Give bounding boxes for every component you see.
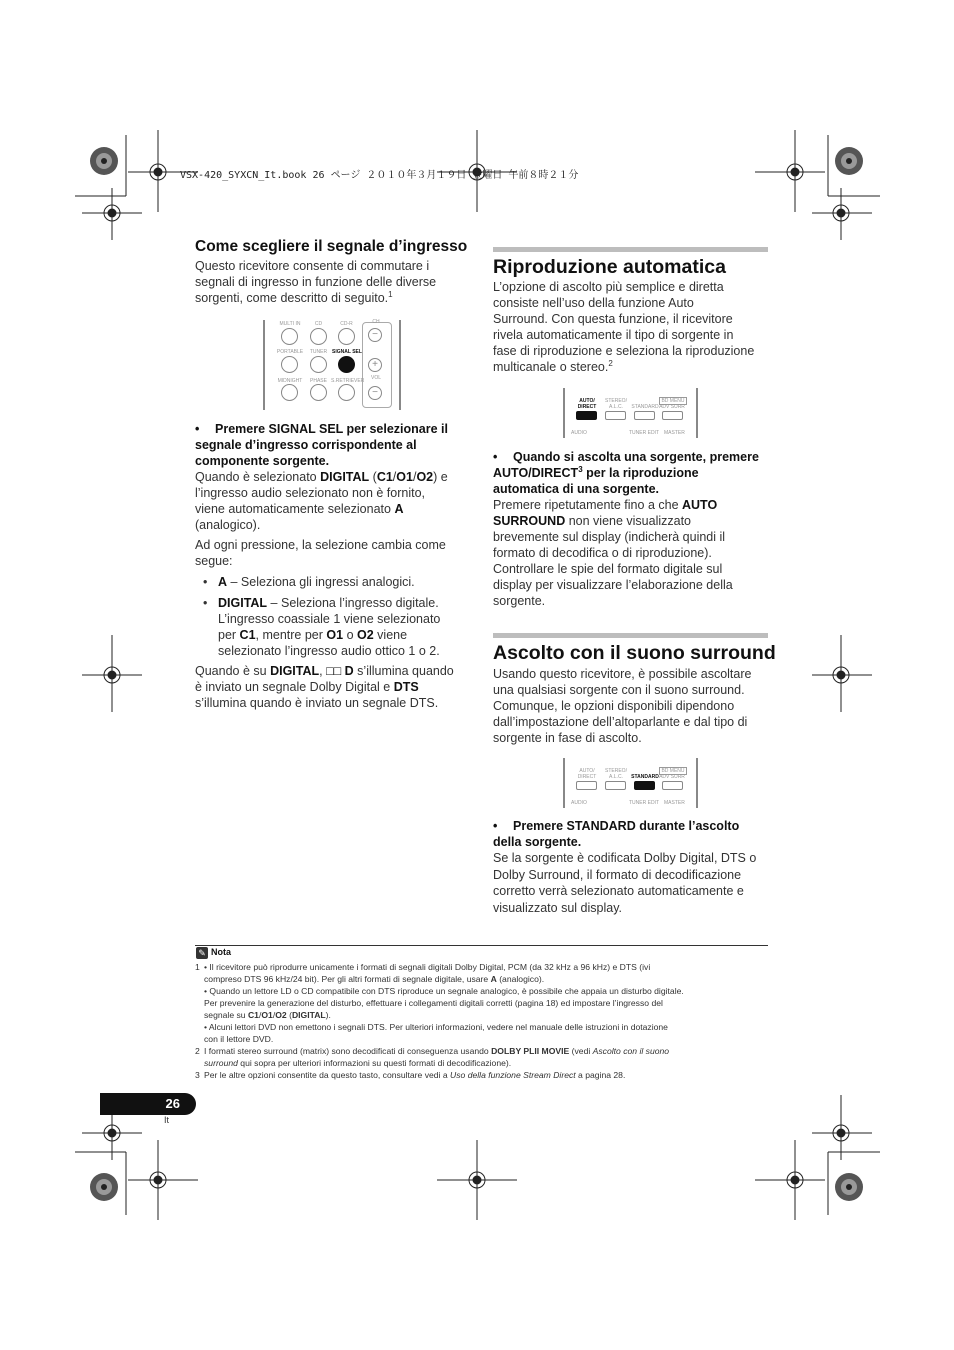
audio-label: AUDIO	[571, 430, 587, 436]
portable-label: PORTABLE	[276, 349, 304, 355]
instruction-signal-sel	[195, 421, 475, 471]
instruction-line: Premere SIGNAL SEL per selezionare il	[215, 422, 448, 436]
stereo-alc-label: STEREO/ A.L.C.	[605, 398, 627, 410]
standard-button[interactable]	[634, 781, 655, 790]
section-rule	[493, 247, 768, 252]
selection-cycle-paragraph: Ad ogni pressione, la selezione cambia come segue:	[195, 538, 446, 568]
cd-label: CD	[314, 321, 323, 327]
phase-button[interactable]	[310, 384, 327, 401]
stereo-alc-label: STEREO/ A.L.C.	[605, 768, 627, 780]
auto-direct-label: AUTO/ DIRECT	[577, 398, 597, 410]
instruction-standard: • Premere STANDARD durante l’ascolto della sorgente.	[493, 819, 740, 849]
bd-menu-label: BD MENU	[659, 767, 687, 775]
phase-label: PHASE	[310, 378, 327, 384]
s-retriever-label: S.RETRIEVER	[331, 378, 365, 384]
portable-button[interactable]	[281, 356, 298, 373]
footnote-ref: 1	[388, 289, 393, 299]
bullet-dot: •	[195, 422, 200, 436]
tuner-label: TUNER	[309, 349, 328, 355]
intro-paragraph	[195, 258, 436, 306]
s-retriever-button[interactable]	[338, 384, 355, 401]
adv-surr-label: ADV SURR	[659, 774, 685, 780]
instruction-line: componente sorgente.	[195, 454, 330, 468]
adv-surr-label: ADV SURR	[659, 404, 685, 410]
instruction-auto-direct: • Quando si ascolta una sorgente, premere AUTO/DIRECT$^3$ per la riproduzione automatica di una sorgente.	[493, 450, 759, 496]
cd-button[interactable]	[310, 328, 327, 345]
tuner-edit-label: TUNER EDIT	[629, 430, 659, 436]
vol-plus-button[interactable]: +	[368, 358, 382, 372]
audio-label: AUDIO	[571, 800, 587, 806]
bd-menu-label: BD MENU	[659, 397, 687, 405]
option-a: • A – Seleziona gli ingressi analogici.	[203, 575, 415, 589]
section-rule	[493, 633, 768, 638]
vol-minus-button[interactable]: −	[368, 386, 382, 400]
adv-surr-button[interactable]	[662, 411, 683, 420]
indicator-paragraph: Quando è su DIGITAL, □□ D s’illumina quando è inviato un segnale Dolby Digital e DTS s’illumina quando è inviato un segnale DTS.	[195, 664, 454, 710]
signal-sel-button[interactable]	[338, 356, 355, 373]
auto-direct-label: AUTO/ DIRECT	[577, 768, 597, 780]
remote-illustration	[263, 318, 403, 410]
digital-paragraph: Quando è selezionato DIGITAL (C1/O1/O2) e l’ingresso audio selezionato non è fornito, viene automaticamente selezionato A (analogico).	[195, 470, 448, 532]
vol-label: VOL	[370, 375, 381, 381]
page-number: 26	[165, 1096, 180, 1111]
multi-in-button[interactable]	[281, 328, 298, 345]
adv-surr-button[interactable]	[662, 781, 683, 790]
language-code: It	[164, 1115, 170, 1125]
front-panel-auto	[563, 388, 699, 438]
standard-button[interactable]	[634, 411, 655, 420]
bullet-dot: •	[203, 596, 208, 610]
footnote-ref: 2	[608, 358, 613, 368]
note-icon: ✎	[196, 947, 208, 959]
notes-divider	[195, 945, 768, 946]
standard-label: STANDARD	[631, 404, 659, 410]
surround-paragraph: Usando questo ricevitore, è possibile ascoltare una qualsiasi sorgente con il suono surround. Comunque, le opzioni disponibili dipendono dall’impostazione dell’altoparlante e dal tipo di sorgente in fase di ascolto.	[493, 667, 752, 745]
footnote-number: 1	[195, 962, 200, 972]
notes-heading: Nota	[211, 947, 231, 957]
midnight-label: MIDNIGHT	[277, 378, 303, 384]
master-label: MASTER	[664, 430, 685, 436]
footnote-ref: 3	[578, 464, 583, 474]
intro-line: Questo ricevitore consente di commutare i	[195, 259, 430, 273]
decoding-paragraph: Se la sorgente è codificata Dolby Digital, DTS o Dolby Surround, il formato di decodificazione corretto verrà selezionato automaticamente e visualizzato sul display.	[493, 851, 757, 915]
bullet-dot: •	[493, 819, 498, 833]
section-title-signal: Come scegliere il segnale d’ingresso	[195, 238, 468, 255]
footnote-number: 2	[195, 1046, 200, 1056]
section-title-auto: Riproduzione automatica	[493, 256, 726, 278]
ch-minus-button[interactable]: −	[368, 328, 382, 342]
cd-r-button[interactable]	[338, 328, 355, 345]
master-label: MASTER	[664, 800, 685, 806]
bullet-dot: •	[203, 575, 208, 589]
stereo-alc-button[interactable]	[605, 411, 626, 420]
book-header-line: VSX-420_SYXCN_It.book 26 ページ ２０１０年３月１９日 金曜日 午前８時２１分	[180, 170, 579, 181]
cd-r-label: CD-R	[340, 321, 353, 327]
footnotes: 1 • Il ricevitore può riprodurre unicamente i formati di segnali digitali Dolby Digital, PCM (da 32 kHz a 96 kHz) e DTS (ivi compreso DTS 96 kHz/24 bit). Per gli altri formati di segnale digitale, usare A (analogico). • Quando un lettore LD o CD compatibile con DTS riproduce un segnale analogico, è possibile che appaia un disturbo digitale. Per prevenire la generazione del disturbo, effettuare i collegamenti digitali corretti (pagina 18) ed impostare l’ingresso del segnale su C1/O1/O2 (DIGITAL). • Alcuni lettori DVD non emettono i segnali DTS. Per ulteriori informazioni, vedere nel manuale delle istruzioni in dotazione con il lettore DVD. 2 I formati stereo surround (matrix) sono decodificati di conseguenza usando DOLBY PLII MOVIE (vedi Ascolto con il suono surround qui sopra per ulteriori informazioni su questi formati di decodificazione). 3 Per le altre opzioni consentite da questo tasto, consultare vedi a Uso della funzione Stream Direct a pagina 28.	[195, 962, 684, 1080]
tuner-edit-label: TUNER EDIT	[629, 800, 659, 806]
standard-label: STANDARD	[631, 774, 659, 780]
ch-label: CH	[372, 319, 380, 325]
section-title-surround: Ascolto con il suono surround	[493, 642, 776, 664]
midnight-button[interactable]	[281, 384, 298, 401]
multi-in-label: MULTI IN	[279, 321, 301, 327]
auto-direct-button[interactable]	[576, 781, 597, 790]
dolby-digital-indicator: □□ D	[326, 664, 354, 678]
auto-paragraph: L’opzione di ascolto più semplice e diretta consiste nell’uso della funzione Auto Surround. Con questa funzione, il ricevitore rivela automaticamente il tipo di sorgente in fase di riproduzione e seleziona la riproduzione multicanale o stereo.$^2$	[493, 280, 755, 374]
intro-line: sorgenti, come descritto di seguito.	[195, 291, 389, 305]
bullet-dot: •	[493, 450, 498, 464]
auto-surround-paragraph: Premere ripetutamente fino a che AUTO SURROUND non viene visualizzato brevemente sul display (indicherà quindi il formato di decodifica o di riproduzione). Controllare le spie del formato digitale sul display per visualizzare l’elaborazione della sorgente.	[493, 498, 733, 608]
signal-sel-label: SIGNAL SEL	[332, 349, 362, 355]
intro-line: segnali di ingresso in funzione delle diverse	[195, 275, 437, 289]
footnote-number: 3	[195, 1070, 200, 1080]
front-panel-standard	[563, 758, 699, 808]
page-number-tab	[100, 1093, 196, 1115]
instruction-line: segnale d’ingresso corrispondente al	[195, 438, 417, 452]
auto-direct-button[interactable]	[576, 411, 597, 420]
tuner-button[interactable]	[310, 356, 327, 373]
stereo-alc-button[interactable]	[605, 781, 626, 790]
option-digital: • DIGITAL – Seleziona l’ingresso digitale. L’ingresso coassiale 1 viene selezionato per C1, mentre per O1 o O2 viene selezionato l’ingresso audio ottico 1 o 2.	[203, 596, 441, 658]
